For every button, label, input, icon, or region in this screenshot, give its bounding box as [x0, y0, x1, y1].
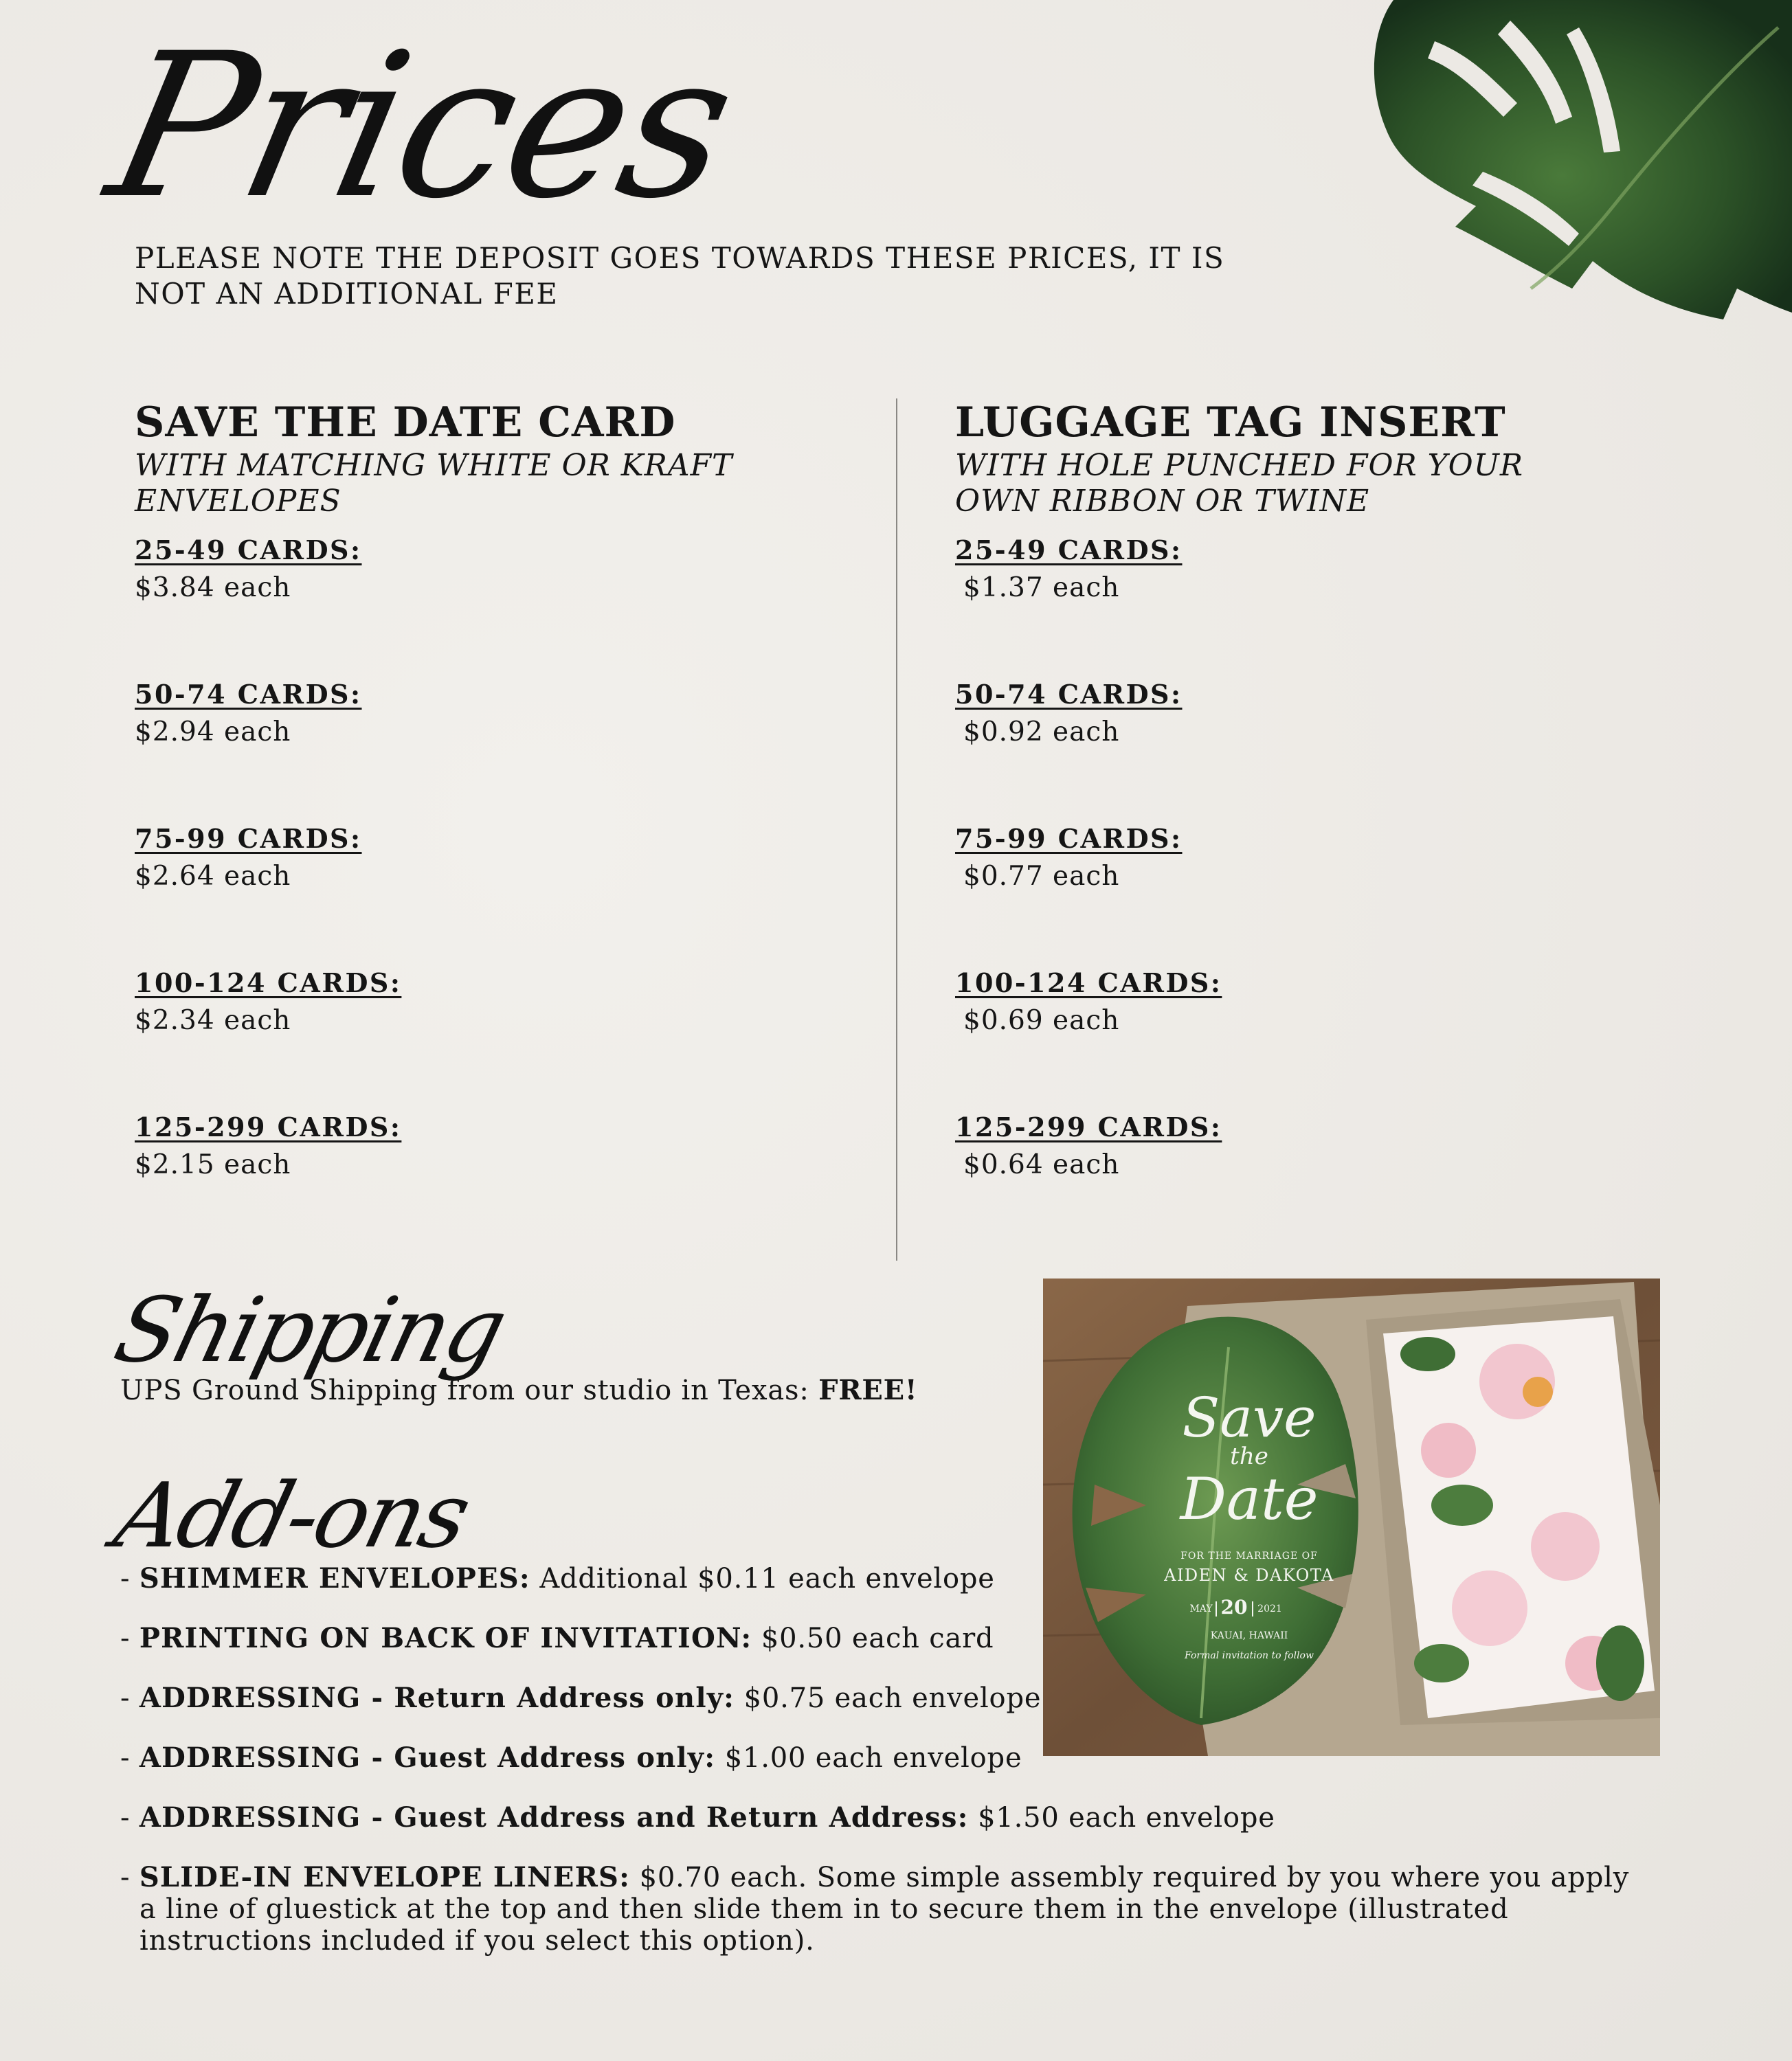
addons-title: Add-ons — [105, 1463, 478, 1568]
addon-item: - SLIDE-IN ENVELOPE LINERS: $0.70 each. Some simple assembly required by you where you apply a line of gluestick at the top and then slide them in to secure them in the envelope (illustrated instructions included if you select this option). — [120, 1861, 1630, 1957]
tier-label: 75-99 CARDS: — [135, 823, 362, 854]
tier-price: $2.34 each — [135, 1005, 291, 1036]
addon-label: ADDRESSING - Guest Address and Return Address: — [139, 1801, 969, 1834]
tier-label: 25-49 CARDS: — [955, 534, 1183, 565]
tier-label: 100-124 CARDS: — [955, 967, 1222, 998]
price-tier — [135, 1112, 401, 1180]
price-tier — [135, 967, 401, 1036]
addon-price: $0.70 each. Some simple assembly required by you where you apply a line of gluestick at the top and then slide them in to secure them in the envelope (illustrated instructions included if you select this option). — [139, 1862, 1630, 1957]
tier-price: $3.84 each — [135, 572, 291, 603]
deposit-note: PLEASE NOTE THE DEPOSIT GOES TOWARDS THESE PRICES, IT IS NOT AN ADDITIONAL FEE — [135, 241, 1225, 311]
addon-item: - SHIMMER ENVELOPES: Additional $0.11 each envelope — [120, 1562, 995, 1595]
sample-photo-illustration — [1043, 1279, 1660, 1756]
column-divider — [896, 398, 897, 1261]
tier-label: 100-124 CARDS: — [135, 967, 402, 998]
addon-price: $1.50 each envelope — [968, 1802, 1275, 1834]
card-headline-save: Save — [1182, 1386, 1317, 1450]
save-the-date-title: SAVE THE DATE CARD — [135, 398, 676, 447]
shipping-free-label: FREE! — [818, 1374, 918, 1406]
shipping-text — [120, 1374, 917, 1406]
addon-price: $0.50 each card — [752, 1623, 994, 1654]
card-for-line: FOR THE MARRIAGE OF — [1180, 1551, 1318, 1562]
addon-item: - ADDRESSING - Guest Address only: $1.00 each envelope — [120, 1742, 1022, 1774]
page-title: Prices — [92, 11, 750, 243]
shipping-title: Shipping — [105, 1278, 515, 1382]
price-tier — [955, 534, 1183, 603]
card-headline-date: Date — [1180, 1465, 1319, 1533]
monstera-leaf-decoration — [1352, 0, 1792, 323]
price-tier — [955, 823, 1183, 892]
addon-label: PRINTING ON BACK OF INVITATION: — [139, 1622, 752, 1654]
tier-label: 125-299 CARDS: — [955, 1112, 1222, 1142]
addon-label: ADDRESSING - Return Address only: — [139, 1682, 735, 1714]
tier-price: $0.64 each — [963, 1149, 1120, 1180]
luggage-tag-title: LUGGAGE TAG INSERT — [955, 398, 1506, 447]
tier-price: $0.69 each — [963, 1005, 1120, 1036]
luggage-tag-subtitle: WITH HOLE PUNCHED FOR YOUR OWN RIBBON OR TWINE — [955, 448, 1523, 519]
addon-price: Additional $0.11 each envelope — [530, 1563, 995, 1595]
tier-price: $2.15 each — [135, 1149, 291, 1180]
card-day: 20 — [1220, 1596, 1248, 1619]
tier-price: $2.94 each — [135, 717, 291, 747]
tier-label: 125-299 CARDS: — [135, 1112, 402, 1142]
card-names: AIDEN & DAKOTA — [1164, 1566, 1334, 1585]
tier-label: 50-74 CARDS: — [135, 679, 362, 710]
addon-label: SHIMMER ENVELOPES: — [139, 1562, 530, 1595]
save-the-date-sample-photo — [1043, 1279, 1660, 1756]
price-tier — [955, 1112, 1222, 1180]
addon-price: $0.75 each envelope — [735, 1682, 1042, 1714]
tier-label: 50-74 CARDS: — [955, 679, 1183, 710]
card-month: MAY — [1189, 1603, 1213, 1614]
price-tier — [955, 679, 1183, 747]
price-tier — [955, 967, 1222, 1036]
tier-label: 25-49 CARDS: — [135, 534, 362, 565]
addon-item: - ADDRESSING - Return Address only: $0.75 each envelope — [120, 1682, 1042, 1714]
addon-item: - PRINTING ON BACK OF INVITATION: $0.50 each card — [120, 1622, 994, 1654]
shipping-description: UPS Ground Shipping from our studio in Texas: — [120, 1375, 819, 1406]
tier-price: $2.64 each — [135, 861, 291, 892]
save-the-date-subtitle: WITH MATCHING WHITE OR KRAFT ENVELOPES — [135, 448, 733, 519]
card-headline-the: the — [1230, 1443, 1268, 1470]
card-year: 2021 — [1257, 1603, 1282, 1614]
price-tier — [135, 534, 362, 603]
luggage-tag-pricing — [955, 398, 1642, 1180]
price-tier — [135, 823, 362, 892]
tier-price: $0.92 each — [963, 717, 1120, 747]
price-tier — [135, 679, 362, 747]
addon-label: SLIDE-IN ENVELOPE LINERS: — [139, 1861, 631, 1893]
save-the-date-pricing — [135, 398, 822, 1180]
tier-price: $0.77 each — [963, 861, 1120, 892]
card-location: KAUAI, HAWAII — [1210, 1630, 1288, 1641]
tier-price: $1.37 each — [963, 572, 1120, 603]
card-note: Formal invitation to follow — [1185, 1650, 1314, 1661]
addon-price: $1.00 each envelope — [715, 1742, 1022, 1774]
addon-item: - ADDRESSING - Guest Address and Return Address: $1.50 each envelope — [120, 1801, 1275, 1834]
addon-label: ADDRESSING - Guest Address only: — [139, 1742, 716, 1774]
tier-label: 75-99 CARDS: — [955, 823, 1183, 854]
